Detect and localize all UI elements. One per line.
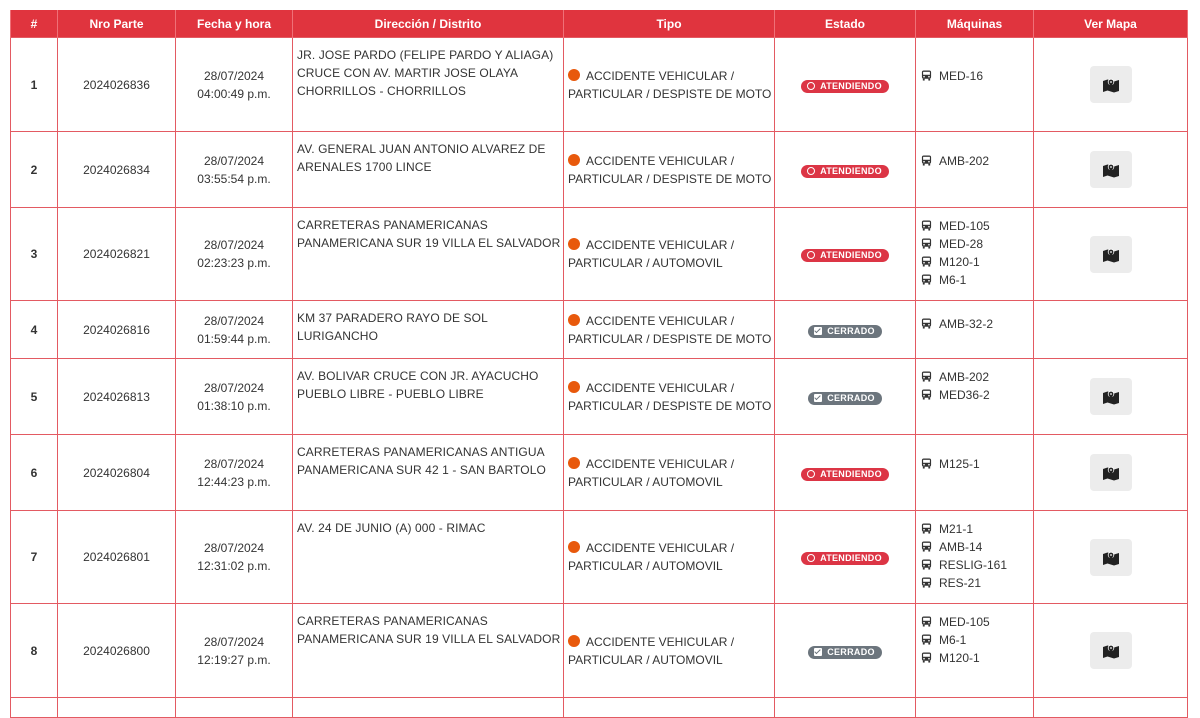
direccion-line: AV. GENERAL JUAN ANTONIO ALVAREZ DE [297,142,546,156]
status-badge: ATENDIENDO [801,468,889,481]
tipo-line: PARTICULAR / AUTOMOVIL [568,652,723,667]
status-badge: CERRADO [808,392,882,405]
maquina-item: MED36-2 [921,386,1033,404]
check-square-icon [814,648,822,656]
tipo-line: PARTICULAR / AUTOMOVIL [568,256,723,270]
ver-mapa [1034,511,1188,604]
tipo [564,208,775,301]
direccion-line: CARRETERAS PANAMERICANAS [297,218,488,232]
map-marker-icon [1102,471,1120,485]
bus-icon [921,539,932,550]
bus-icon [921,387,932,398]
table-row [11,604,1188,698]
direccion-line: LURIGANCHO [297,329,379,343]
tipo [564,604,775,698]
row-number: 8 [11,604,58,698]
maquina-item: M120-1 [921,649,1033,667]
table-row [11,511,1188,604]
circle-icon [807,554,815,562]
fecha: 28/07/2024 [203,68,265,83]
nro-parte: 2024026801 [58,511,176,604]
ver-mapa [1034,208,1188,301]
table-row [11,132,1188,208]
fecha: 28/07/2024 [203,238,265,252]
tipo-line: ACCIDENTE VEHICULAR / [568,67,774,85]
status-badge: ATENDIENDO [801,165,889,178]
table-row [11,301,1188,359]
bus-icon [921,218,932,229]
tipo-line: ACCIDENTE VEHICULAR / [568,312,774,330]
status-badge: ATENDIENDO [801,80,889,93]
tipo-line: PARTICULAR / DESPISTE DE MOTO [568,331,772,346]
circle-icon [807,470,815,478]
tipo-line: ACCIDENTE VEHICULAR / [568,152,774,170]
direccion-line: CARRETERAS PANAMERICANAS [297,614,488,628]
header-estado: Estado [775,10,916,38]
direccion-distrito [293,511,564,604]
ver-mapa-button[interactable] [1090,236,1132,273]
maquina-item: AMB-202 [921,152,1033,170]
maquina-item: M125-1 [921,455,1033,473]
estado [775,604,916,698]
header-num: # [11,10,58,38]
ver-mapa-button[interactable] [1090,539,1132,576]
maquina-item: RES-21 [921,574,1033,592]
row-number: 1 [11,38,58,132]
bus-icon [921,521,932,532]
direccion-line: PANAMERICANA SUR 42 1 - SAN BARTOLO [297,463,546,477]
direccion-line: PUEBLO LIBRE - PUEBLO LIBRE [297,387,484,401]
maquina-item: MED-28 [921,235,1033,253]
bus-icon [921,68,932,79]
bus-icon [921,272,932,283]
circle-icon [807,251,815,259]
map-marker-icon [1102,83,1120,97]
table-row [11,698,1188,718]
direccion-distrito [293,208,564,301]
header-maquinas: Máquinas [916,10,1034,38]
ver-mapa-button[interactable] [1090,454,1132,491]
ver-mapa [1034,132,1188,208]
tipo [564,132,775,208]
fecha: 28/07/2024 [203,380,265,395]
direccion-distrito [293,435,564,511]
status-dot-icon [568,457,580,469]
table-row [11,38,1188,132]
status-badge: CERRADO [808,646,882,659]
maquina-item: AMB-202 [921,368,1033,386]
fecha-hora [176,604,293,698]
estado [775,38,916,132]
direccion-line: AV. BOLIVAR CRUCE CON JR. AYACUCHO [297,369,539,383]
hora: 01:59:44 p.m. [197,331,271,346]
ver-mapa [1034,38,1188,132]
emergencias-table [10,10,1188,718]
maquinas [916,359,1034,435]
hora: 12:31:02 p.m. [197,559,271,573]
header-direccion: Dirección / Distrito [293,10,564,38]
circle-icon [807,167,815,175]
maquinas [916,301,1034,359]
maquinas [916,208,1034,301]
hora: 01:38:10 p.m. [197,398,271,413]
circle-icon [807,82,815,90]
fecha-hora [176,359,293,435]
bus-icon [921,557,932,568]
nro-parte: 2024026816 [58,301,176,359]
map-marker-icon [1102,168,1120,182]
maquina-item: M120-1 [921,253,1033,271]
tipo [564,38,775,132]
empty-cell [293,698,564,718]
direccion-line: CRUCE CON AV. MARTIR JOSE OLAYA [297,66,519,80]
direccion-line: JR. JOSE PARDO (FELIPE PARDO Y ALIAGA) [297,48,554,62]
table-row [11,435,1188,511]
nro-parte: 2024026813 [58,359,176,435]
hora: 04:00:49 p.m. [197,86,271,101]
tipo-line: ACCIDENTE VEHICULAR / [568,633,774,651]
bus-icon [921,632,932,643]
fecha: 28/07/2024 [203,541,265,555]
table-header-row [11,10,1188,38]
estado [775,208,916,301]
tipo [564,359,775,435]
status-dot-icon [568,541,580,553]
direccion-line: PANAMERICANA SUR 19 VILLA EL SALVADOR [297,632,561,646]
row-number: 5 [11,359,58,435]
header-ver-mapa: Ver Mapa [1034,10,1188,38]
hora: 12:44:23 p.m. [197,474,271,489]
check-square-icon [814,394,822,402]
fecha-hora [176,38,293,132]
direccion-line: KM 37 PARADERO RAYO DE SOL [297,311,488,325]
emergencias-table-container [10,10,1187,710]
status-dot-icon [568,154,580,166]
maquinas [916,511,1034,604]
hora: 03:55:54 p.m. [197,171,271,186]
status-dot-icon [568,69,580,81]
tipo-line: ACCIDENTE VEHICULAR / [568,455,774,473]
fecha-hora [176,511,293,604]
status-dot-icon [568,635,580,647]
row-number: 7 [11,511,58,604]
bus-icon [921,614,932,625]
status-badge: CERRADO [808,325,882,338]
direccion-distrito [293,38,564,132]
ver-mapa [1034,604,1188,698]
row-number: 2 [11,132,58,208]
header-tipo: Tipo [564,10,775,38]
empty-cell [916,698,1034,718]
ver-mapa [1034,435,1188,511]
fecha: 28/07/2024 [203,153,265,168]
ver-mapa-button[interactable] [1090,151,1132,188]
bus-icon [921,153,932,164]
estado [775,511,916,604]
nro-parte: 2024026821 [58,208,176,301]
direccion-distrito [293,301,564,359]
direccion-line: ARENALES 1700 LINCE [297,160,432,174]
fecha: 28/07/2024 [203,634,265,649]
tipo-line: ACCIDENTE VEHICULAR / [568,379,774,397]
tipo-line: ACCIDENTE VEHICULAR / [568,539,774,557]
fecha-hora [176,435,293,511]
row-number: 3 [11,208,58,301]
direccion-line: CHORRILLOS - CHORRILLOS [297,84,466,98]
maquina-item: MED-16 [921,67,1033,85]
estado [775,132,916,208]
table-body [11,38,1188,718]
bus-icon [921,369,932,380]
tipo-line: PARTICULAR / AUTOMOVIL [568,559,723,573]
maquina-item: M6-1 [921,271,1033,289]
tipo-line: PARTICULAR / DESPISTE DE MOTO [568,398,772,413]
status-dot-icon [568,314,580,326]
direccion-distrito [293,132,564,208]
maquinas [916,435,1034,511]
estado [775,301,916,359]
status-dot-icon [568,238,580,250]
bus-icon [921,236,932,247]
map-marker-icon [1102,649,1120,663]
bus-icon [921,316,932,327]
bus-icon [921,254,932,265]
maquina-item: MED-105 [921,217,1033,235]
maquinas [916,132,1034,208]
tipo-line: PARTICULAR / AUTOMOVIL [568,474,723,489]
empty-cell [1034,698,1188,718]
nro-parte: 2024026804 [58,435,176,511]
check-square-icon [814,327,822,335]
header-nro-parte: Nro Parte [58,10,176,38]
fecha-hora [176,132,293,208]
hora: 02:23:23 p.m. [197,256,271,270]
ver-mapa-button[interactable] [1090,378,1132,415]
maquina-item: AMB-32-2 [921,315,1033,333]
hora: 12:19:27 p.m. [197,652,271,667]
row-number: 4 [11,301,58,359]
map-marker-icon [1102,556,1120,570]
bus-icon [921,650,932,661]
maquina-item: M6-1 [921,631,1033,649]
maquina-item: M21-1 [921,520,1033,538]
nro-parte: 2024026800 [58,604,176,698]
fecha: 28/07/2024 [203,456,265,471]
fecha-hora [176,301,293,359]
ver-mapa-button[interactable] [1090,66,1132,103]
bus-icon [921,575,932,586]
nro-parte: 2024026834 [58,132,176,208]
maquina-item: RESLIG-161 [921,556,1033,574]
header-fecha-hora: Fecha y hora [176,10,293,38]
status-dot-icon [568,381,580,393]
direccion-line: AV. 24 DE JUNIO (A) 000 - RIMAC [297,521,486,535]
fecha: 28/07/2024 [203,313,265,328]
map-marker-icon [1102,395,1120,409]
ver-mapa [1034,301,1188,359]
direccion-distrito [293,359,564,435]
maquina-item: MED-105 [921,613,1033,631]
estado [775,435,916,511]
tipo-line: PARTICULAR / DESPISTE DE MOTO [568,171,772,186]
tipo-line: ACCIDENTE VEHICULAR / [568,236,774,254]
empty-cell [564,698,775,718]
bus-icon [921,456,932,467]
maquina-item: AMB-14 [921,538,1033,556]
empty-cell [11,698,58,718]
maquinas [916,604,1034,698]
fecha-hora [176,208,293,301]
direccion-line: PANAMERICANA SUR 19 VILLA EL SALVADOR [297,236,561,250]
estado [775,359,916,435]
maquinas [916,38,1034,132]
empty-cell [176,698,293,718]
empty-cell [58,698,176,718]
row-number: 6 [11,435,58,511]
nro-parte: 2024026836 [58,38,176,132]
ver-mapa [1034,359,1188,435]
direccion-line: CARRETERAS PANAMERICANAS ANTIGUA [297,445,545,459]
tipo-line: PARTICULAR / DESPISTE DE MOTO [568,86,772,101]
table-row [11,359,1188,435]
ver-mapa-button[interactable] [1090,632,1132,669]
map-marker-icon [1102,253,1120,267]
empty-cell [775,698,916,718]
status-badge: ATENDIENDO [801,552,889,565]
tipo [564,301,775,359]
tipo [564,435,775,511]
direccion-distrito [293,604,564,698]
status-badge: ATENDIENDO [801,249,889,262]
tipo [564,511,775,604]
table-row [11,208,1188,301]
